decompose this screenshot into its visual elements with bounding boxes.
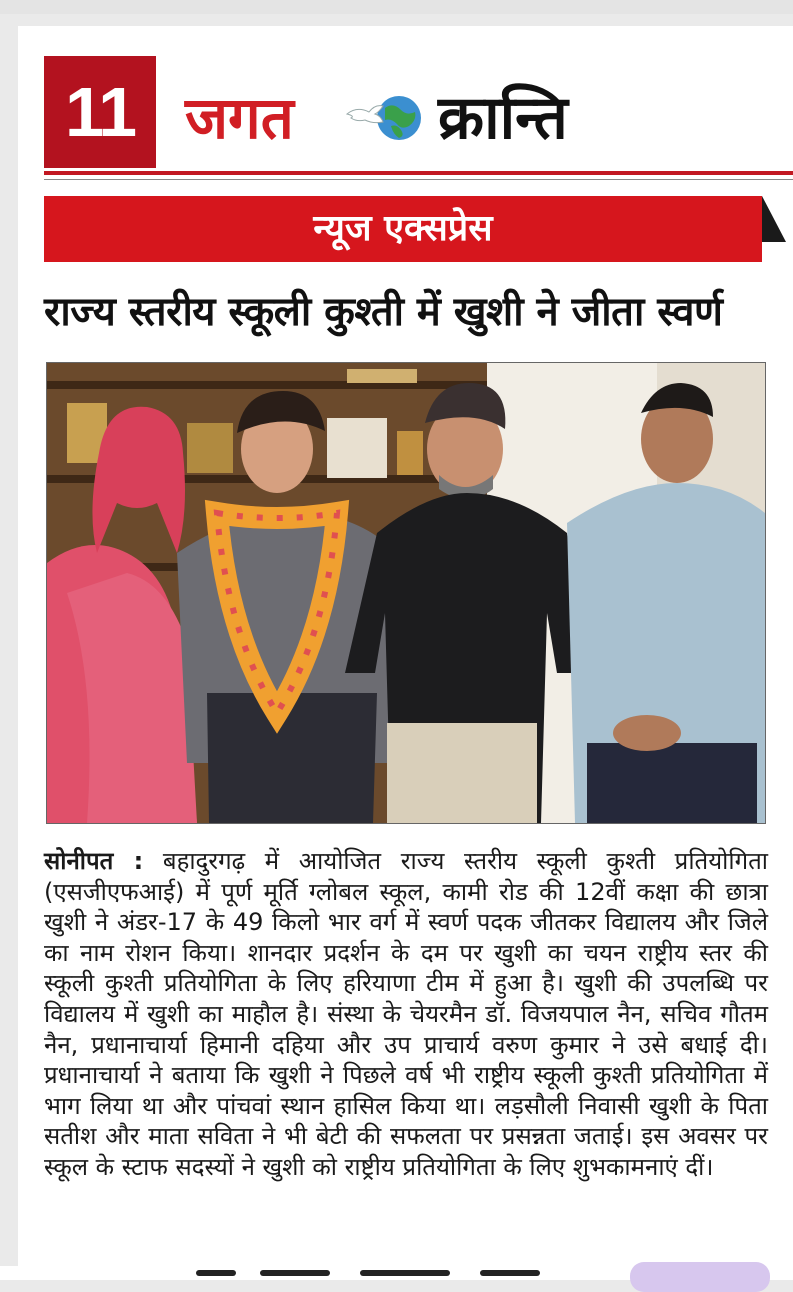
floating-pill-button[interactable] <box>630 1262 770 1292</box>
cut-text-fragment <box>480 1270 540 1276</box>
globe-dove-logo-icon <box>343 92 427 144</box>
masthead-brand-left: जगत <box>185 84 294 152</box>
article-text: बहादुरगढ़ में आयोजित राज्य स्तरीय स्कूली कुश्ती प्रतियोगिता (एसजीएफआई) में पूर्ण मूर्ति ग्लोबल स्कूल, कामी रोड की 12वीं कक्षा की छात्रा खुशी ने अंडर-17 के 49 किलो भार वर्ग में स्वर्ण पदक जीतकर विद्यालय और जिले का नाम रोशन किया। शानदार प्रदर्शन के दम पर खुशी का चयन राष्ट्रीय स्तर की स्कूली कुश्ती प्रतियोगिता के लिए हरियाणा टीम में हुआ है। खुशी की उपलब्धि पर विद्यालय में खुशी का माहौल है। संस्था के चेयरमैन डॉ. विजयपाल नैन, सचिव गौतम नैन, प्रधानाचार्या हिमानी दहिया और उप प्राचार्य वरुण कुमार ने उसे बधाई दी। प्रधानाचार्या ने बताया कि खुशी ने पिछले वर्ष भी राष्ट्रीय स्कूली कुश्ती प्रतियोगिता में भाग लिया था और पांचवां स्थान हासिल किया था। लड़सौली निवासी खुशी के पिता सतीश और माता सविता ने भी बेटी की सफलता पर प्रसन्नता जताई। इस अवसर पर स्कूल के स्टाफ सदस्यों ने खुशी को राष्ट्रीय प्रतियोगिता के लिए शुभकामनाएं दीं। <box>44 847 768 1181</box>
masthead-brand-right: क्रान्ति <box>438 83 568 153</box>
dateline: सोनीपत : <box>44 847 144 875</box>
cut-text-fragment <box>260 1270 330 1276</box>
section-band-tip <box>762 196 786 242</box>
section-band: न्यूज एक्सप्रेस <box>44 196 762 262</box>
masthead-rule <box>44 171 793 175</box>
article-body <box>44 846 768 1183</box>
headline: राज्य स्तरीय स्कूली कुश्ती में खुशी ने जीता स्वर्ण <box>44 289 723 335</box>
news-photo <box>46 362 766 824</box>
masthead-thin-rule <box>44 179 793 180</box>
viewer-top-strip <box>0 0 793 14</box>
cut-text-fragment <box>360 1270 450 1276</box>
cut-text-fragment <box>196 1270 236 1276</box>
photo-of-four-people-icon <box>47 363 765 823</box>
page-number: 11 <box>44 56 156 168</box>
